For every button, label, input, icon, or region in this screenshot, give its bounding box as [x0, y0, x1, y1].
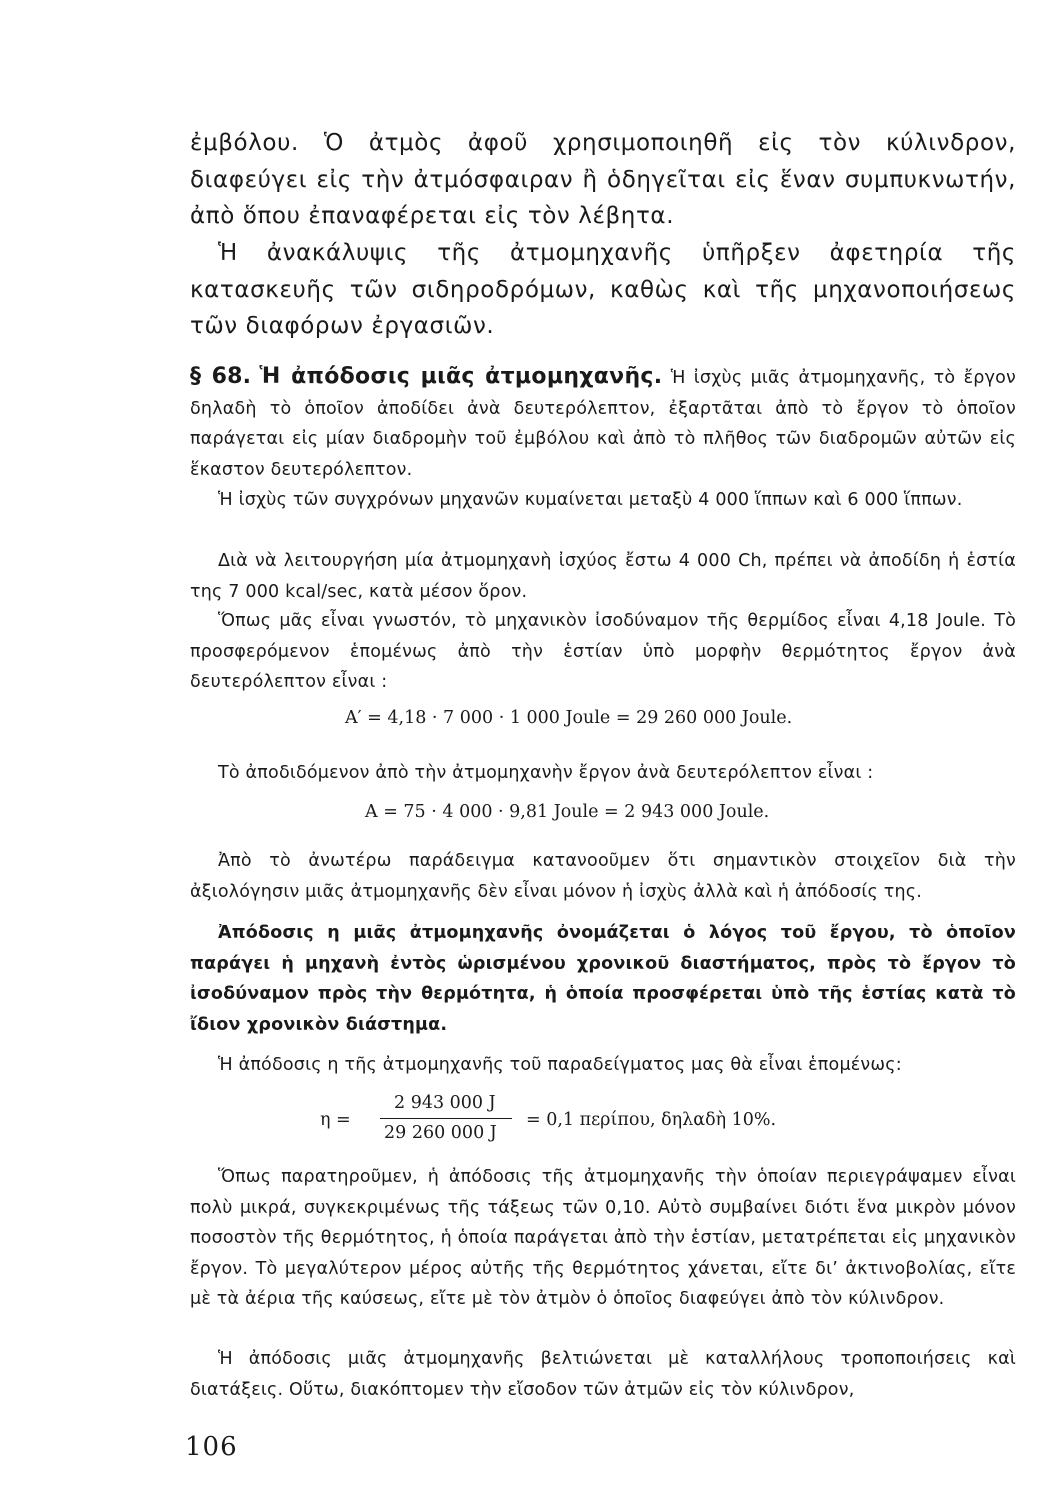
paragraph-low-efficiency: Ὅπως παρατηροῦμεν, ἡ ἀπόδοσις τῆς ἀτμομηχανῆς τὴν ὁποίαν περιεγράψαμεν εἶναι πολὺ μικρά, συγκεκριμένως τῆς τάξεως τῶν 0,10. Αὐτὸ συμβαίνει διότι ἕνα μικρὸν μόνον ποσοστὸν τῆς θερμότητος, ἡ ὁποία παράγεται ἀπὸ τὴν ἑστίαν, μετατρέπεται εἰς μηχανικὸν ἔργον. Τὸ μεγαλύτερον μέρος αὐτῆς τῆς θερμότητος χάνεται, εἴτε δι’ ἀκτινοβολίας, εἴτε μὲ τὰ ἀέρια τῆς καύσεως, εἴτε μὲ τὸν ἀτμὸν ὁ ὁποῖος διαφεύγει ἀπὸ τὸν κύλινδρον.	[190, 1167, 1016, 1309]
efficiency-denominator: 29 260 000 J	[384, 1123, 497, 1143]
paragraph-power-range: Ἡ ἰσχὺς τῶν συγχρόνων μηχανῶν κυμαίνεται μεταξὺ 4 000 ἵππων καὶ 6 000 ἵππων.	[218, 490, 963, 510]
section-68	[190, 362, 1016, 485]
section-number: § 68.	[190, 364, 252, 389]
paragraph-evaluation: Ἀπὸ τὸ ἀνωτέρω παράδειγμα κατανοοῦμεν ὅτι σημαντικὸν στοιχεῖον διὰ τὴν ἀξιολόγησιν μιᾶς ἀτμομηχανῆς δὲν εἶναι μόνον ἡ ἰσχὺς ἀλλὰ καὶ ἡ ἀπόδοσίς της.	[190, 851, 1016, 902]
equation-delivered-work: A = 75 · 4 000 · 9,81 Joule = 2 943 000 Joule.	[365, 802, 770, 822]
efficiency-lhs: η =	[320, 1110, 351, 1130]
paragraph-example-efficiency: Ἡ ἀπόδοσις η τῆς ἀτμομηχανῆς τοῦ παραδείγματος μας θὰ εἶναι ἑπομένως:	[218, 1055, 902, 1075]
equation-heat-work: A′ = 4,18 · 7 000 · 1 000 Joule = 29 260 000 Joule.	[345, 708, 793, 728]
paragraph-mechanical-equivalent: Ὅπως μᾶς εἶναι γνωστόν, τὸ μηχανικὸν ἰσοδύναμον τῆς θερμίδος εἶναι 4,18 Joule. Τὸ προσφερόμενον ἑπομένως ἀπὸ τὴν ἑστίαν ὑπὸ μορφὴν θερμότητος ἔργον ἀνὰ δευτερόλεπτον εἶναι :	[190, 611, 1016, 692]
paragraph-delivered-work: Τὸ ἀποδιδόμενον ἀπὸ τὴν ἀτμομηχανὴν ἔργον ἀνὰ δευτερόλεπτον εἶναι :	[218, 763, 874, 783]
section-title: Ἡ ἀπόδοσις μιᾶς ἀτμομηχανῆς.	[259, 364, 663, 389]
paragraph-improvement: Ἡ ἀπόδοσις μιᾶς ἀτμομηχανῆς βελτιώνεται μὲ καταλλήλους τροποποιήσεις καὶ διατάξεις. Οὕτω, διακόπτομεν τὴν εἴσοδον τῶν ἀτμῶν εἰς τὸν κύλινδρον,	[190, 1349, 1016, 1400]
page-number: 106	[185, 1432, 238, 1462]
definition-efficiency: Ἀπόδοσις η μιᾶς ἀτμομηχανῆς ὀνομάζεται ὁ λόγος τοῦ ἔργου, τὸ ὁποῖον παράγει ἡ μηχανὴ ἐντὸς ὡρισμένου χρονικοῦ διαστήματος, πρὸς τὸ ἔργον τὸ ἰσοδύναμον πρὸς τὴν θερμότητα, ἡ ὁποία προσφέρεται ὑπὸ τῆς ἑστίας κατὰ τὸ ἴδιον χρονικὸν διάστημα.	[190, 923, 1016, 1035]
section-intro-text: Ἡ ἰσχὺς μιᾶς ἀτμομηχανῆς, τὸ ἔργον δηλαδὴ τὸ ὁποῖον ἀποδίδει ἀνὰ δευτερόλεπτον, ἐξαρτᾶται ἀπὸ τὸ ἔργον τὸ ὁποῖον παράγεται εἰς μίαν διαδρομὴν τοῦ ἐμβόλου καὶ ἀπὸ τὸ πλῆθος τῶν διαδρομῶν αὐτῶν εἰς ἕκαστον δευτερόλεπτον.	[190, 368, 1017, 480]
paragraph-discovery: Ἡ ἀνακάλυψις τῆς ἀτμομηχανῆς ὑπῆρξεν ἀφετηρία τῆς κατασκευῆς τῶν σιδηροδρόμων, καθὼς καὶ τῆς μηχανοποιήσεως τῶν διαφόρων ἐργασιῶν.	[190, 240, 1016, 339]
efficiency-numerator: 2 943 000 J	[394, 1093, 496, 1113]
efficiency-rhs: = 0,1 περίπου, δηλαδὴ 10%.	[526, 1110, 777, 1130]
fraction-bar	[380, 1118, 512, 1119]
paragraph-steam-exit: ἐμβόλου. Ὁ ἀτμὸς ἀφοῦ χρησιμοποιηθῆ εἰς τὸν κύλινδρον, διαφεύγει εἰς τὴν ἀτμόσφαιραν ἢ ὁδηγεῖται εἰς ἕναν συμπυκνωτήν, ἀπὸ ὅπου ἐπαναφέρεται εἰς τὸν λέβητα.	[190, 130, 1016, 229]
paragraph-example-power: Διὰ νὰ λειτουργήση μία ἀτμομηχανὴ ἰσχύος ἔστω 4 000 Ch, πρέπει νὰ ἀποδίδη ἡ ἑστία της 7 000 kcal/sec, κατὰ μέσον ὅρον.	[190, 551, 1016, 602]
